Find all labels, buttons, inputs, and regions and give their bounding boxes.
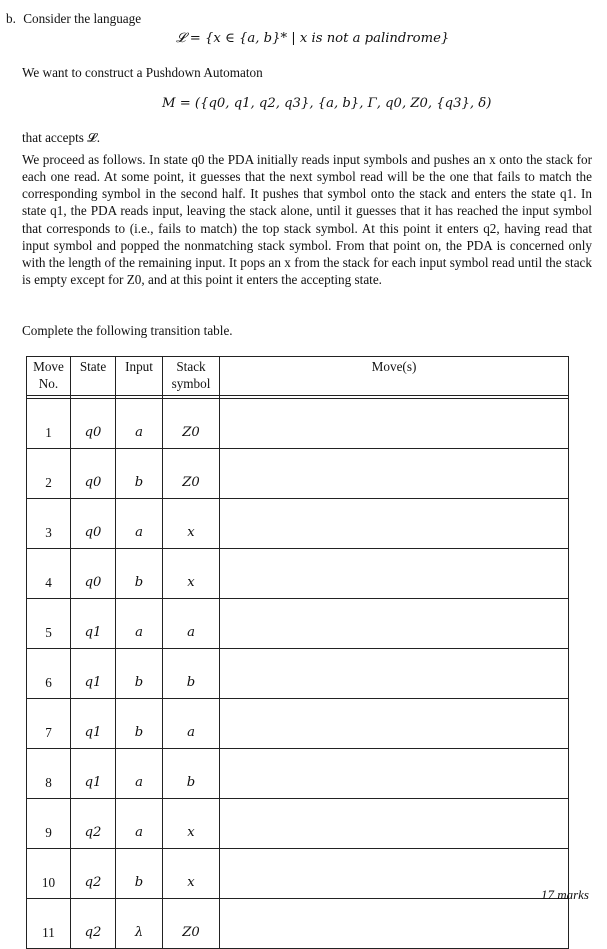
- row-state-text: q1: [84, 675, 102, 691]
- row-stack-symbol: [163, 499, 220, 549]
- row-move-no: [27, 899, 71, 949]
- row-stack-symbol-text: x: [187, 575, 195, 591]
- row-state: [71, 699, 116, 749]
- row-state-text: q0: [84, 525, 102, 541]
- table-row: [27, 799, 569, 849]
- question-heading: [6, 10, 141, 28]
- row-state-text: q2: [84, 825, 102, 841]
- accepts-text: that accepts 𝓛.: [22, 130, 101, 145]
- row-move-no-text: 5: [45, 625, 52, 641]
- row-stack-symbol: [163, 649, 220, 699]
- complete-instruction: Complete the following transition table.: [22, 323, 233, 338]
- row-stack-symbol-text: x: [187, 825, 195, 841]
- row-stack-symbol-text: Z0: [182, 425, 200, 441]
- row-moves[interactable]: [220, 499, 569, 549]
- row-state-text: q2: [84, 875, 102, 891]
- row-input-text: a: [135, 425, 143, 441]
- row-input: [116, 499, 163, 549]
- row-move-no-text: 8: [45, 775, 52, 791]
- row-moves[interactable]: [220, 799, 569, 849]
- row-moves[interactable]: [220, 699, 569, 749]
- table-row: [27, 899, 569, 949]
- row-input-text: a: [135, 775, 143, 791]
- row-state: [71, 799, 116, 849]
- header-stack-symbol: [163, 357, 220, 396]
- row-move-no-text: 4: [45, 575, 52, 591]
- row-stack-symbol: [163, 849, 220, 899]
- row-stack-symbol: [163, 399, 220, 449]
- header-stack-line2: symbol: [171, 375, 211, 391]
- row-move-no: [27, 449, 71, 499]
- table-row: [27, 449, 569, 499]
- header-stack-line1: Stack: [176, 359, 206, 374]
- row-input-text: b: [134, 675, 144, 691]
- row-state-text: q1: [84, 775, 102, 791]
- row-move-no-text: 7: [45, 725, 52, 741]
- table-row: [27, 599, 569, 649]
- table-header-row: [27, 357, 569, 396]
- row-state-text: q0: [84, 425, 102, 441]
- row-stack-symbol: [163, 449, 220, 499]
- row-stack-symbol: [163, 749, 220, 799]
- row-move-no-text: 2: [45, 475, 52, 491]
- row-moves[interactable]: [220, 549, 569, 599]
- row-state: [71, 399, 116, 449]
- row-stack-symbol-text: a: [187, 625, 195, 641]
- row-input: [116, 799, 163, 849]
- header-move-no-line2: No.: [38, 375, 59, 391]
- header-move-no-line1: Move: [33, 359, 64, 374]
- header-input: Input: [116, 357, 163, 396]
- row-input: [116, 749, 163, 799]
- row-input-text: a: [135, 525, 143, 541]
- want-text: We want to construct a Pushdown Automaton: [22, 65, 263, 80]
- table-row: [27, 749, 569, 799]
- row-stack-symbol: [163, 699, 220, 749]
- row-stack-symbol: [163, 549, 220, 599]
- row-input: [116, 849, 163, 899]
- table-row: [27, 399, 569, 449]
- row-state: [71, 449, 116, 499]
- row-stack-symbol-text: b: [186, 775, 196, 791]
- row-input: [116, 899, 163, 949]
- table-row: [27, 499, 569, 549]
- machine-definition: M = ({q0, q1, q2, q3}, {a, b}, Γ, q0, Z0, {q3}, δ): [162, 96, 492, 111]
- row-state: [71, 649, 116, 699]
- row-moves[interactable]: [220, 449, 569, 499]
- row-stack-symbol-text: b: [186, 675, 196, 691]
- row-move-no-text: 11: [42, 925, 55, 941]
- row-state-text: q0: [84, 575, 102, 591]
- row-input-text: b: [134, 725, 144, 741]
- question-intro: Consider the language: [23, 11, 142, 26]
- row-state: [71, 549, 116, 599]
- row-moves[interactable]: [220, 599, 569, 649]
- row-move-no: [27, 699, 71, 749]
- row-moves[interactable]: [220, 399, 569, 449]
- transition-table: [26, 356, 569, 949]
- row-move-no-text: 1: [45, 425, 52, 441]
- row-state: [71, 899, 116, 949]
- row-move-no: [27, 399, 71, 449]
- row-stack-symbol: [163, 899, 220, 949]
- row-input-text: b: [134, 575, 144, 591]
- row-move-no: [27, 499, 71, 549]
- row-stack-symbol-text: Z0: [182, 475, 200, 491]
- row-state-text: q1: [84, 725, 102, 741]
- row-move-no: [27, 599, 71, 649]
- row-stack-symbol-text: Z0: [182, 925, 200, 941]
- row-move-no-text: 9: [45, 825, 52, 841]
- row-state-text: q1: [84, 625, 102, 641]
- row-input: [116, 549, 163, 599]
- row-state-text: q0: [84, 475, 102, 491]
- row-stack-symbol: [163, 799, 220, 849]
- transition-table-body: [27, 399, 569, 949]
- row-input-text: λ: [134, 925, 144, 941]
- header-move-no: [27, 357, 71, 396]
- row-move-no-text: 3: [45, 525, 52, 541]
- table-row: [27, 699, 569, 749]
- row-move-no: [27, 649, 71, 699]
- row-move-no: [27, 849, 71, 899]
- row-move-no-text: 10: [41, 875, 56, 891]
- row-input: [116, 649, 163, 699]
- table-row: [27, 549, 569, 599]
- row-input: [116, 599, 163, 649]
- row-move-no: [27, 749, 71, 799]
- row-input: [116, 699, 163, 749]
- row-stack-symbol-text: x: [187, 525, 195, 541]
- row-state: [71, 499, 116, 549]
- row-state: [71, 849, 116, 899]
- row-input-text: b: [134, 475, 144, 491]
- row-input-text: a: [135, 825, 143, 841]
- procedure-paragraph: We proceed as follows. In state q0 the PDA initially reads input symbols and pushes an x onto the stack for each one read. At some point, it guesses that the next symbol read will be the one that fails to match the corresponding symbol in the second half. It pushes that symbol onto the stack and enters the state q1. In state q1, the PDA reads input, leaving the stack alone, until it guesses that it has reached the input symbol that corresponds to (i.e., fails to match) the top stack symbol. At this point it enters q2, having read that input symbol and popped the nonmatching stack symbol. From that point on, the PDA is concerned only with the length of the remaining input. It pops an x from the stack for each input symbol read until the stack is empty except for Z0, and at this point it enters the accepting state.: [22, 152, 592, 288]
- question-label: b.: [6, 11, 16, 26]
- row-input-text: b: [134, 875, 144, 891]
- row-moves[interactable]: [220, 749, 569, 799]
- row-moves[interactable]: [220, 849, 569, 899]
- row-input-text: a: [135, 625, 143, 641]
- table-row: [27, 649, 569, 699]
- row-moves[interactable]: [220, 899, 569, 949]
- row-stack-symbol-text: a: [187, 725, 195, 741]
- language-definition: 𝓛 = {x ∈ {a, b}* | x is not a palindrome}: [176, 31, 450, 46]
- row-stack-symbol: [163, 599, 220, 649]
- row-stack-symbol-text: x: [187, 875, 195, 891]
- row-move-no: [27, 799, 71, 849]
- row-state: [71, 599, 116, 649]
- row-state-text: q2: [84, 925, 102, 941]
- row-input: [116, 399, 163, 449]
- row-state: [71, 749, 116, 799]
- row-input: [116, 449, 163, 499]
- header-moves: Move(s): [220, 357, 569, 396]
- marks-label: 17 marks: [540, 887, 589, 903]
- table-row: [27, 849, 569, 899]
- row-move-no-text: 6: [45, 675, 52, 691]
- header-state: State: [71, 357, 116, 396]
- row-moves[interactable]: [220, 649, 569, 699]
- row-move-no: [27, 549, 71, 599]
